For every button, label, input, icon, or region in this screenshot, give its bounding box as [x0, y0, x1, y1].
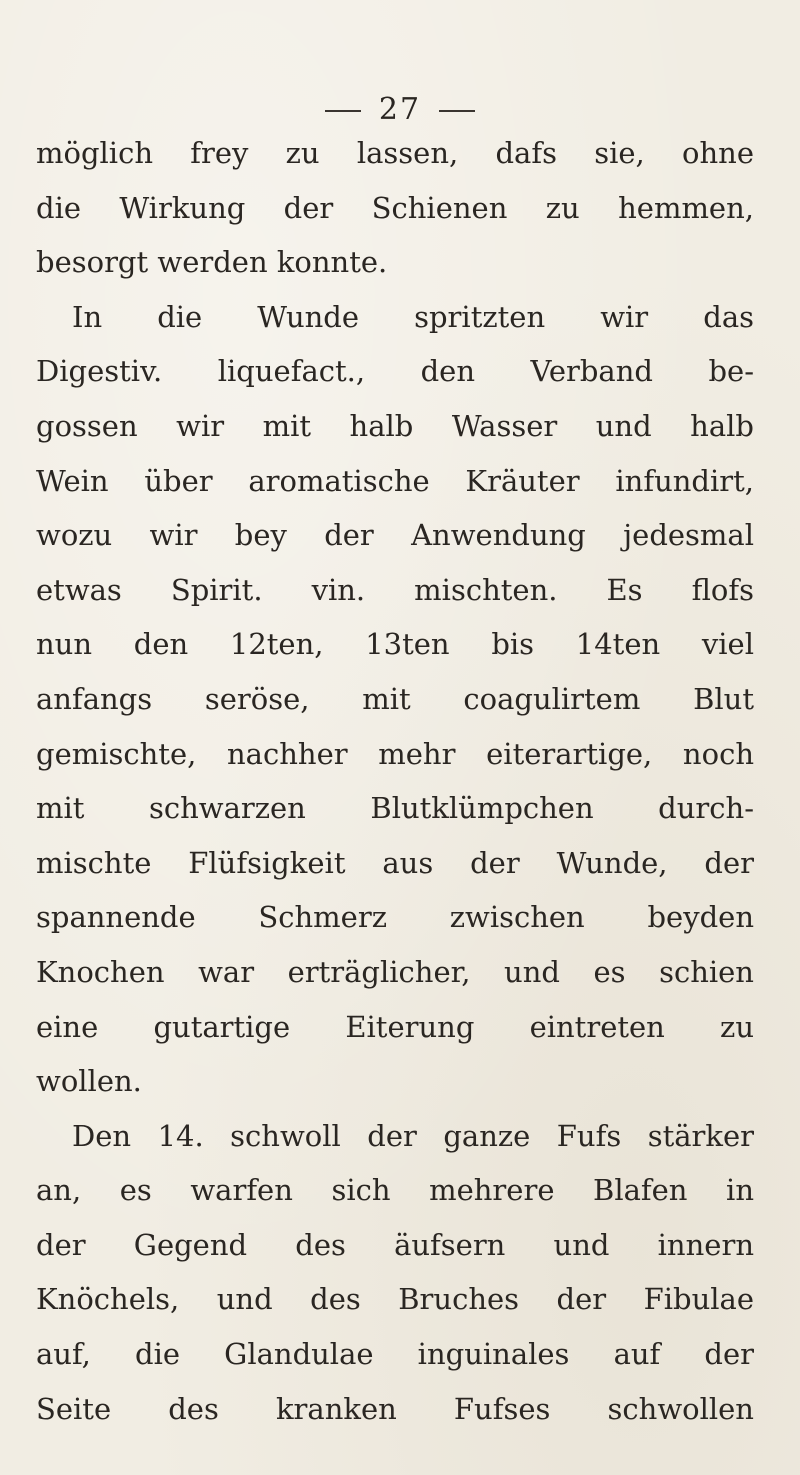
text-line: möglich frey zu lassen, dafs sie, ohne — [36, 136, 754, 170]
text-line: besorgt werden konnte. — [36, 245, 388, 280]
text-line: spannende Schmerz zwischen beyden — [36, 900, 754, 935]
text-line: an, es warfen sich mehrere Blafen in — [36, 1173, 754, 1208]
left-dash — [325, 110, 361, 112]
text-line: nun den 12ten, 13ten bis 14ten viel — [36, 627, 754, 662]
text-line: mischte Flüfsigkeit aus der Wunde, der — [36, 845, 754, 880]
text-line: In die Wunde spritzten wir das — [72, 299, 754, 334]
text-line: wozu wir bey der Anwendung jedesmal — [36, 518, 754, 553]
text-line: wollen. — [36, 1064, 142, 1099]
text-line: auf, die Glandulae inguinales auf der — [36, 1337, 754, 1372]
page-header — [0, 92, 800, 127]
text-line: Knöchels, und des Bruches der Fibulae — [36, 1282, 754, 1317]
page-number: 27 — [378, 92, 422, 127]
text-line: gossen wir mit halb Wasser und halb — [36, 408, 754, 443]
text-line: Seite des kranken Fufses schwollen — [36, 1391, 754, 1426]
text-line: die Wirkung der Schienen zu hemmen, — [36, 190, 754, 225]
text-line: gemischte, nachher mehr eiterartige, noch — [36, 736, 754, 771]
text-line: eine gutartige Eiterung eintreten zu — [36, 1009, 754, 1044]
text-line: Den 14. schwoll der ganze Fufs stärker — [72, 1118, 754, 1153]
text-line: etwas Spirit. vin. mischten. Es flofs — [36, 572, 754, 607]
text-line: Knochen war erträglicher, und es schien — [36, 954, 754, 989]
text-line: der Gegend des äufsern und innern — [36, 1227, 754, 1262]
body-text — [36, 126, 754, 1436]
text-line: mit schwarzen Blutklümpchen durch- — [36, 791, 754, 826]
text-line: Wein über aromatische Kräuter infundirt, — [36, 463, 754, 498]
right-dash — [439, 110, 475, 112]
text-line: anfangs seröse, mit coagulirtem Blut — [36, 681, 754, 716]
text-line: Digestiv. liquefact., den Verband be- — [36, 354, 754, 389]
